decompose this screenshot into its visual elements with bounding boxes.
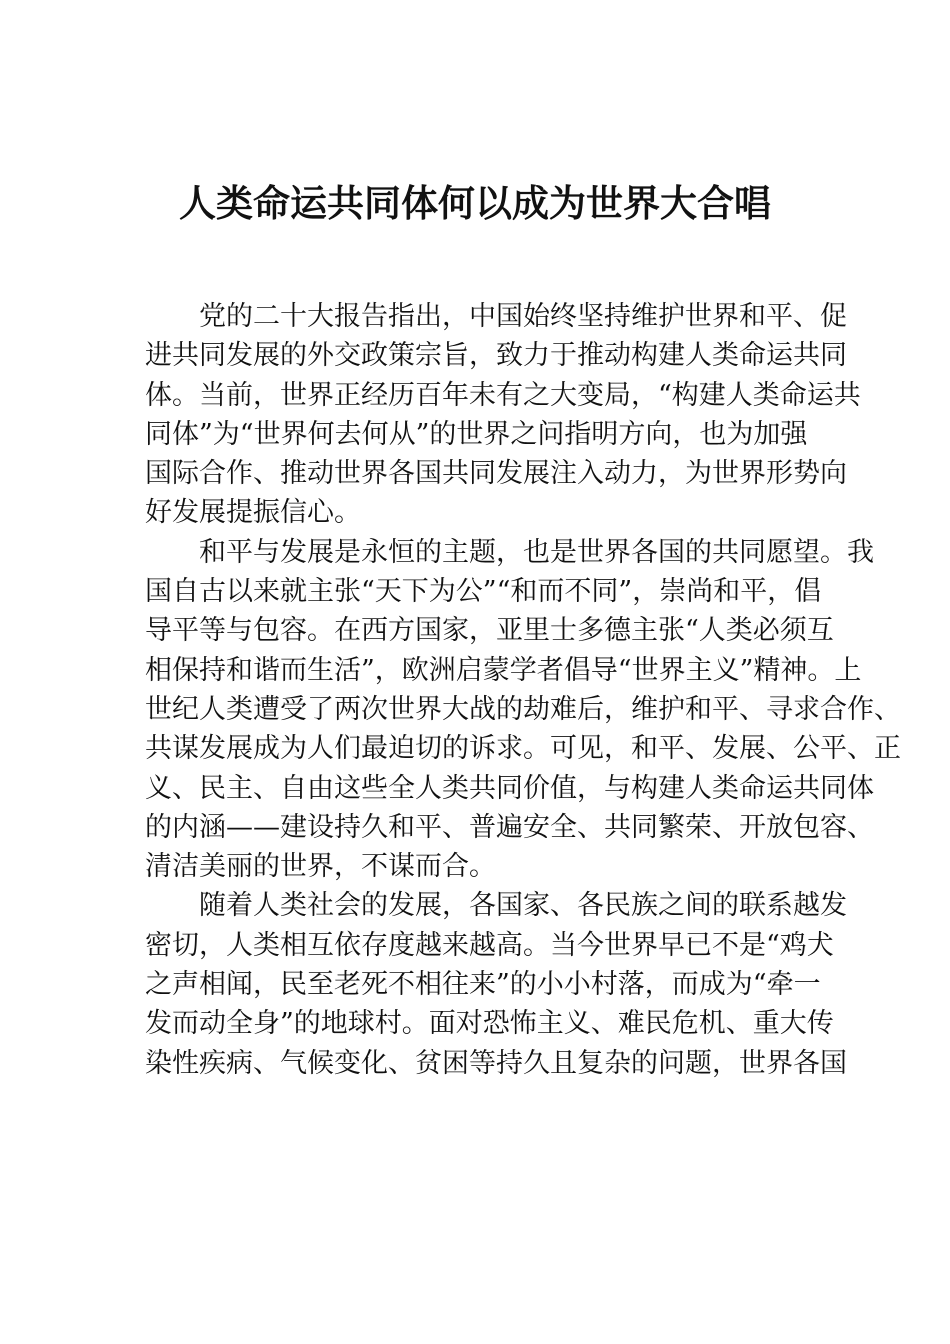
- paragraph-line: 好发展提振信心。: [145, 497, 361, 529]
- paragraph-line: 世纪人类遭受了两次世界大战的劫难后，维护和平、寻求合作、: [145, 693, 901, 725]
- paragraph-1: [145, 297, 861, 533]
- paragraph-3: [145, 886, 847, 1082]
- paragraph-line: 和平与发展是永恒的主题，也是世界各国的共同愿望。我: [199, 536, 874, 568]
- paragraph-line: 相保持和谐而生活”，欧洲启蒙学者倡导“世界主义”精神。上: [145, 654, 862, 686]
- paragraph-line: 的内涵——建设持久和平、普遍安全、共同繁荣、开放包容、: [145, 811, 874, 843]
- paragraph-line: 清洁美丽的世界，不谋而合。: [145, 851, 496, 883]
- paragraph-2: [145, 533, 901, 887]
- paragraph-line: 导平等与包容。在西方国家，亚里士多德主张“人类必须互: [145, 615, 834, 647]
- paragraph-line: 随着人类社会的发展，各国家、各民族之间的联系越发: [199, 890, 847, 922]
- paragraph-line: 进共同发展的外交政策宗旨，致力于推动构建人类命运共同: [145, 340, 847, 372]
- document-body: [145, 297, 901, 1083]
- paragraph-line: 同体”为“世界何去何从”的世界之问指明方向，也为加强: [145, 418, 808, 450]
- paragraph-line: 共谋发展成为人们最迫切的诉求。可见，和平、发展、公平、正: [145, 733, 901, 765]
- paragraph-line: 密切，人类相互依存度越来越高。当今世界早已不是“鸡犬: [145, 929, 834, 961]
- document-title: 人类命运共同体何以成为世界大合唱: [179, 181, 771, 225]
- paragraph-line: 国际合作、推动世界各国共同发展注入动力，为世界形势向: [145, 458, 847, 490]
- paragraph-line: 体。当前，世界正经历百年未有之大变局，“构建人类命运共: [145, 379, 861, 411]
- paragraph-line: 国自古以来就主张“天下为公”“和而不同”，崇尚和平，倡: [145, 576, 822, 608]
- paragraph-line: 党的二十大报告指出，中国始终坚持维护世界和平、促: [199, 301, 847, 332]
- paragraph-line: 义、民主、自由这些全人类共同价值，与构建人类命运共同体: [145, 772, 874, 804]
- paragraph-line: 染性疾病、气候变化、贫困等持久且复杂的问题，世界各国: [145, 1047, 847, 1079]
- paragraph-line: 之声相闻，民至老死不相往来”的小小村落，而成为“牵一: [145, 969, 821, 1001]
- paragraph-line: 发而动全身”的地球村。面对恐怖主义、难民危机、重大传: [145, 1008, 834, 1040]
